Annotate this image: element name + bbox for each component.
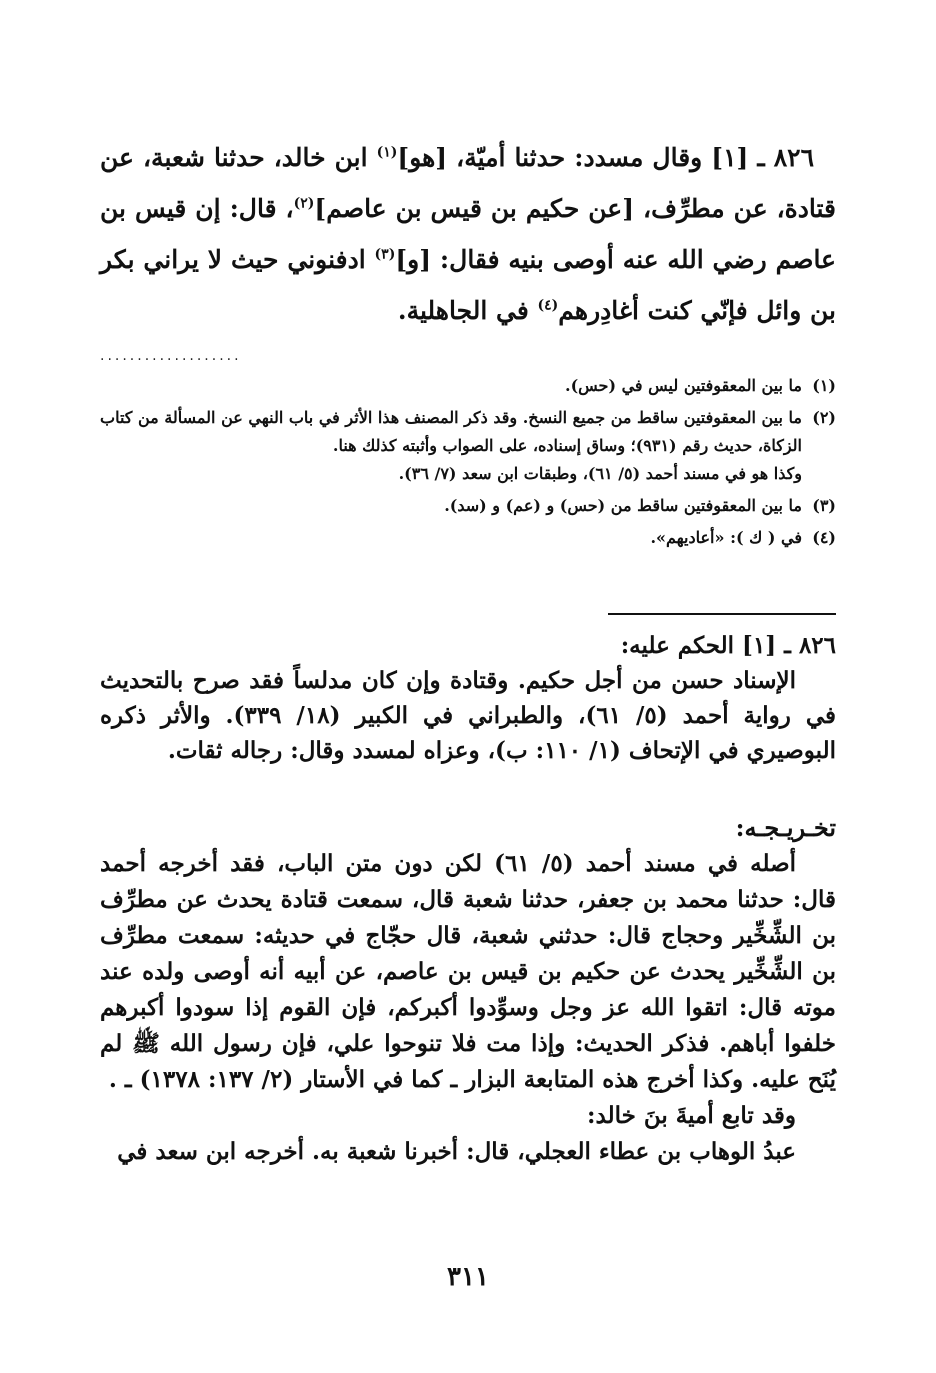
footnote-line: في ( ك ): «أعاديهم».: [650, 528, 802, 547]
footnote: [100, 524, 836, 552]
book-page: [100, 0, 836, 1373]
footnote-body: [100, 492, 802, 520]
hadith-text-part: ادفنوني حيث لا يراني بكر بن وائل فإنّي كنت أغادِرهم: [100, 245, 836, 325]
footnote-ref[interactable]: (٢): [293, 195, 315, 212]
page-number: ٣١١: [447, 1262, 489, 1292]
takhrij-paragraph: أصله في مسند أحمد (٥/ ٦١) لكن دون متن الباب، فقد أخرجه أحمد قال: حدثنا محمد بن جعفر، حدثنا شعبة قال، سمعت قتادة يحدث عن مطرِّف بن الشِّخِّير وحجاج قال: حدثني شعبة، قال حجّاج في حديثه: سمعت مطرِّف بن الشِّخِّير يحدث عن حكيم بن قيس بن عاصم، عن أبيه أنه أوصى ولده عند موته قال: اتقوا الله عز وجل وسوِّدوا أكبركم، فإن القوم إذا سودوا أكبرهم خلفوا أباهم. فذكر الحديث: وإذا مت فلا تنوحوا علي، فإن رسول الله ﷺ لم يُنَح عليه. وكذا أخرج هذه المتابعة البزار ـ كما في الأستار (٢/ ١٣٧: ١٣٧٨) ـ .: [100, 850, 837, 1093]
takhrij-heading: تخـريـجـه:: [735, 813, 836, 842]
footnote-number: (٤): [812, 528, 836, 547]
footnote-number: (١): [812, 376, 836, 395]
footnote: [100, 492, 836, 520]
footnote-line: ما بين المعقوفتين ساقط من جميع النسخ. وقد ذكر المصنف هذا الأثر في باب النهي عن المسألة من كتاب الزكاة، حديث رقم (٩٣١)؛ وساق إسناده، على الصواب وأثبته كذلك هنا.: [100, 408, 802, 455]
footnote-body: [100, 372, 802, 400]
hadith-text-part: ابن خالد، حدثنا شعبة، عن قتادة، عن مطرِّف، [عن حكيم بن قيس بن عاصم]: [100, 143, 836, 223]
section-divider: [608, 613, 836, 615]
footnote-number: (٢): [812, 408, 836, 427]
footnote-line: ما بين المعقوفتين ساقط من (حس) و (عم) و (سد).: [444, 496, 802, 515]
footnote-line: وكذا هو في مسند أحمد (٥/ ٦١)، وطبقات ابن سعد (٧/ ٣٦).: [398, 464, 802, 483]
hadith-text-part: ٨٢٦ ـ [١] وقال مسدد: حدثنا أميّة، [هو]: [397, 143, 815, 172]
footnote: [100, 404, 836, 488]
footnote-separator: ...................: [100, 348, 242, 364]
hadith-text-part: ، قال: إن قيس بن عاصم رضي الله عنه أوصى بنيه فقال: [و]: [100, 194, 836, 274]
footnote-body: [100, 404, 802, 488]
takhrij-section: [100, 810, 836, 1170]
ruling-heading: ٨٢٦ ـ [١] الحكم عليه:: [620, 632, 836, 659]
ruling-paragraph: الإسناد حسن من أجل حكيم. وقتادة وإن كان مدلساً فقد صرح بالتحديث في رواية أحمد (٥/ ٦١)، والطبراني في الكبير (١٨/ ٣٣٩). والأثر ذكره البوصيري في الإتحاف (١/ ١١٠: ب)، وعزاه لمسدد وقال: رجاله ثقات.: [100, 667, 836, 764]
hadith-paragraph: [100, 132, 836, 336]
takhrij-paragraph: عبدُ الوهاب بن عطاء العجلي، قال: أخبرنا شعبة به. أخرجه ابن سعد في: [117, 1138, 796, 1165]
takhrij-paragraph: وقد تابع أميةَ بنَ خالد:: [587, 1102, 796, 1129]
footnote-number: (٣): [812, 496, 836, 515]
footnote-line: ما بين المعقوفتين ليس في (حس).: [565, 376, 802, 395]
footnote-ref[interactable]: (٣): [374, 246, 396, 263]
footnote: [100, 372, 836, 400]
footnote-ref[interactable]: (١): [376, 144, 398, 161]
footnotes-list: [100, 372, 836, 556]
hadith-text-part: في الجاهلية.: [397, 296, 538, 325]
hadith-text: [100, 132, 836, 336]
footnote-ref[interactable]: (٤): [537, 297, 559, 314]
footnote-body: [100, 524, 802, 552]
ruling-section: [100, 628, 836, 768]
